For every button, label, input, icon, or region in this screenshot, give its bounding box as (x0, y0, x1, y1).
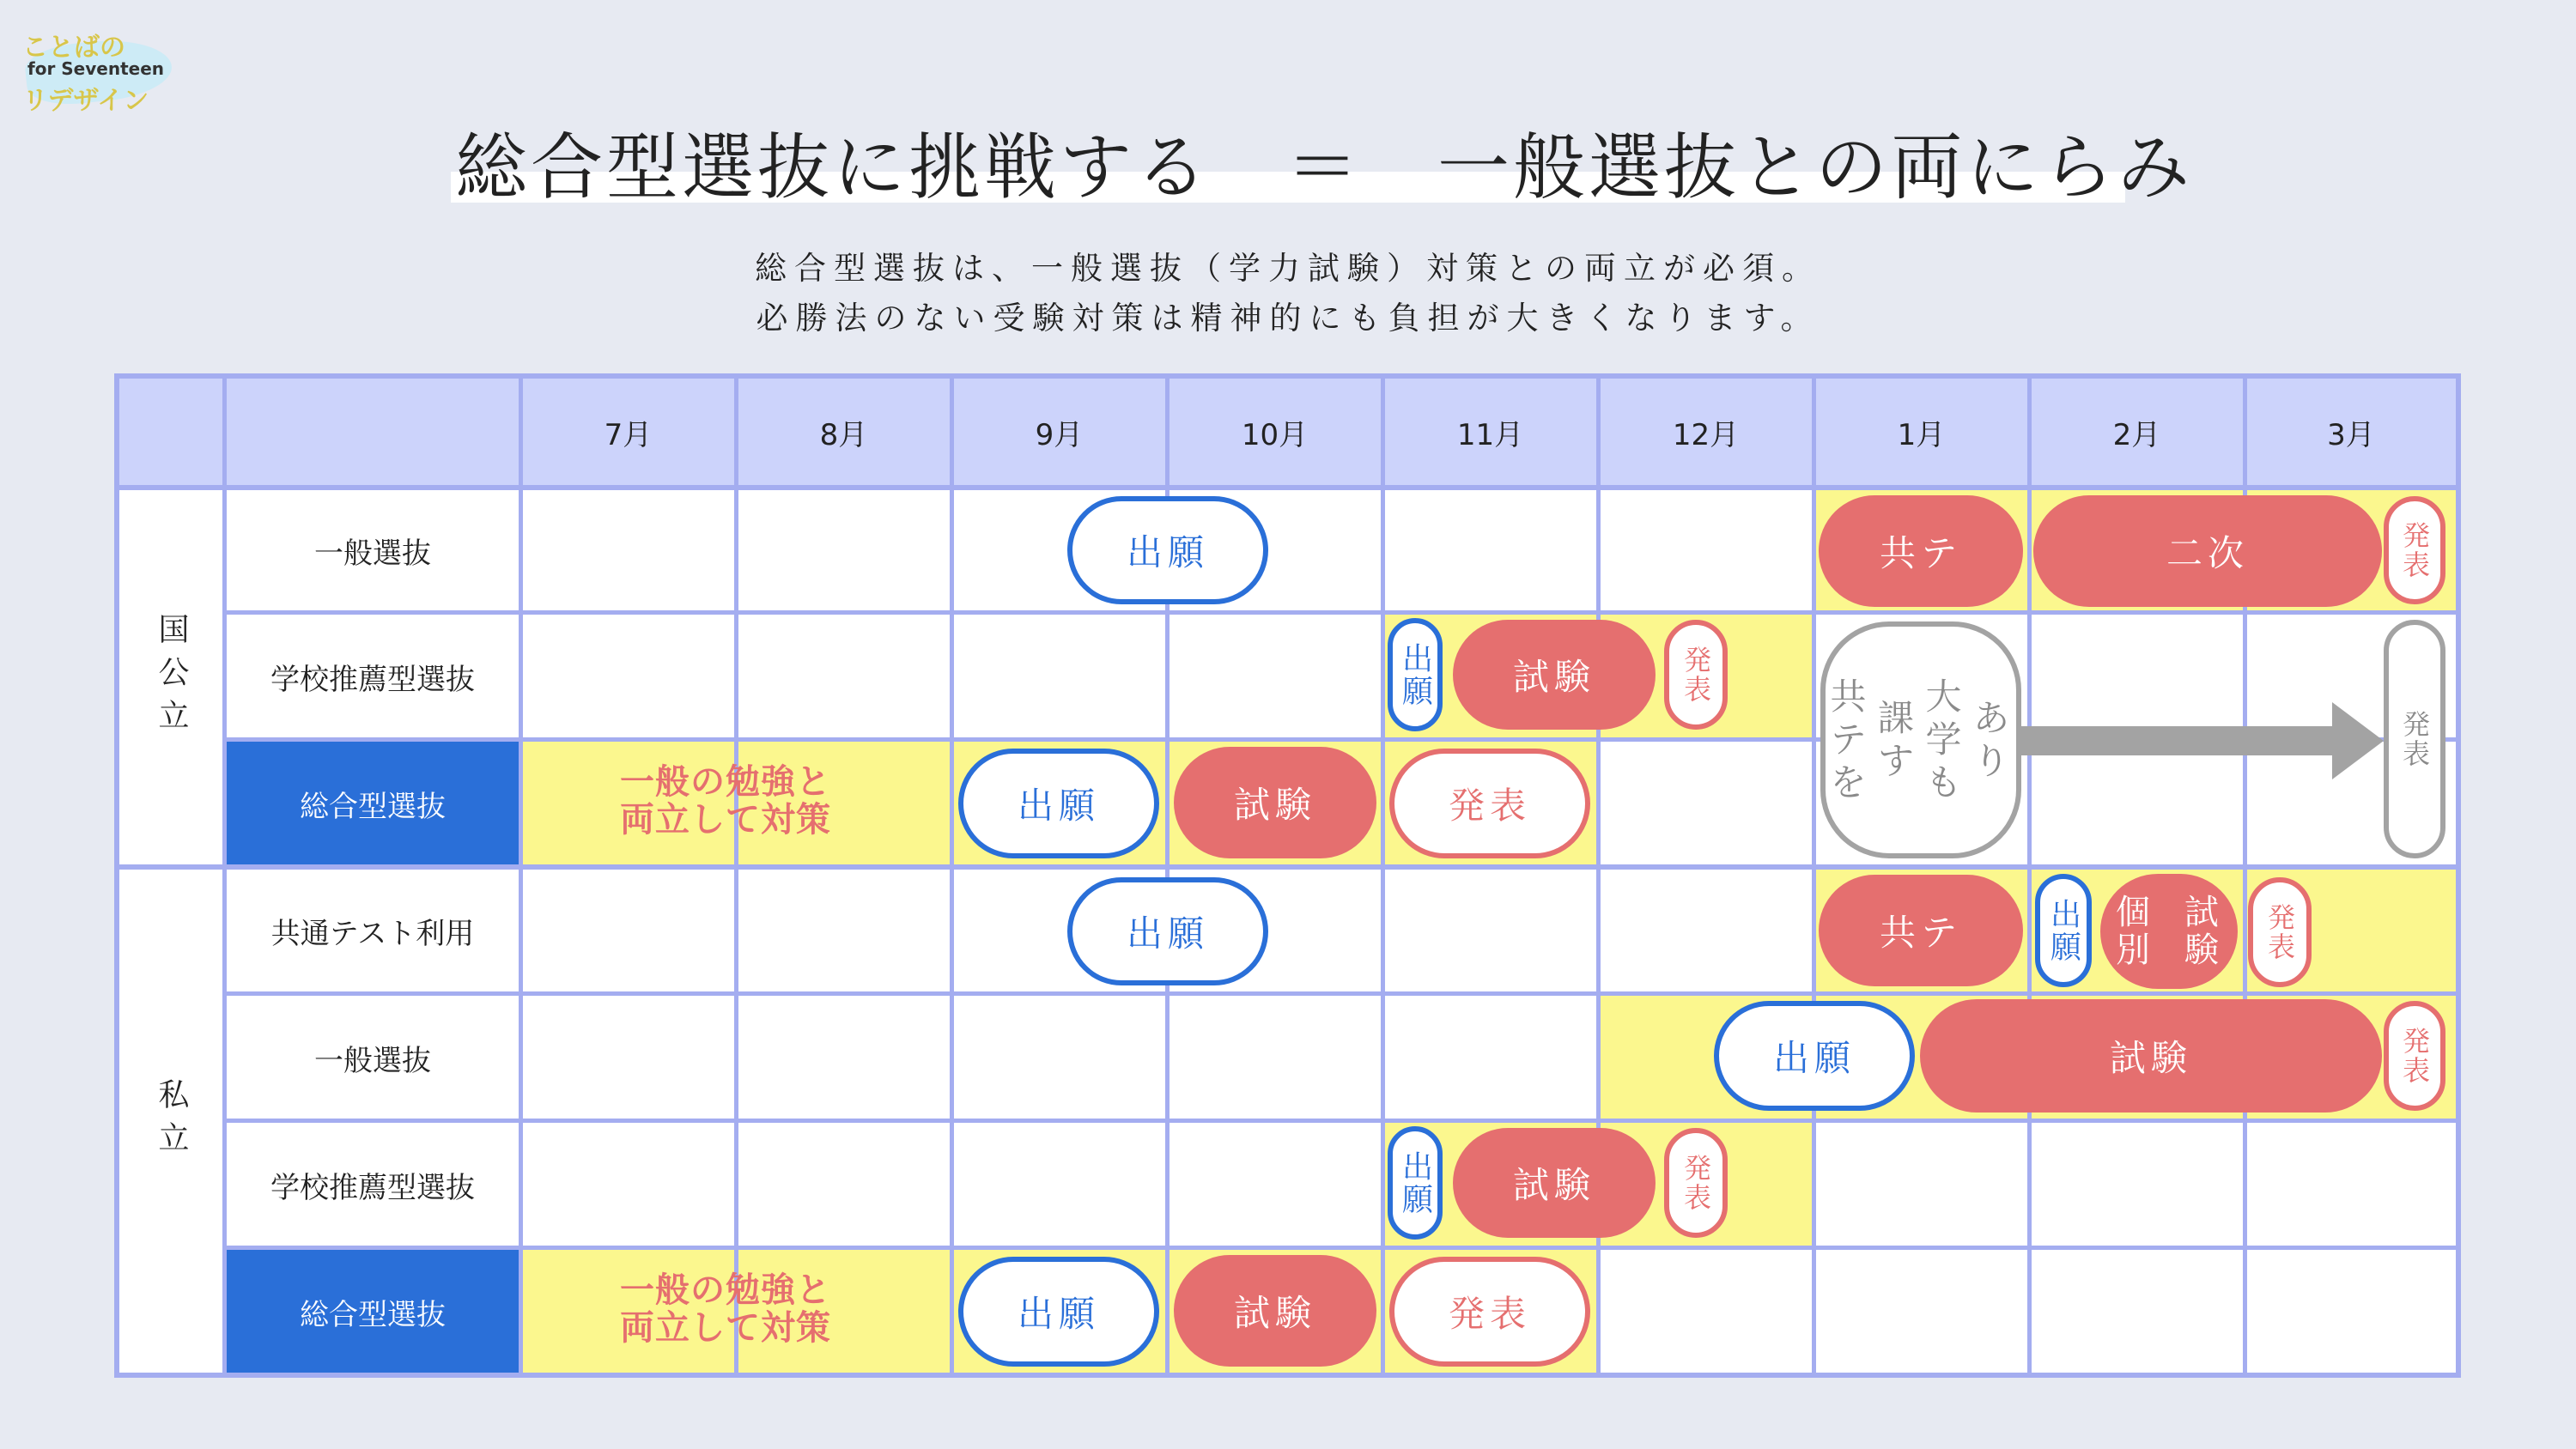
grid-h (222, 1119, 2461, 1123)
logo-line3: リデザイン (22, 86, 149, 116)
row-label-kokko-ippan: 一般選抜 (225, 488, 520, 613)
pill-shiritsu-kyotsu-result: 発表 (2248, 877, 2312, 987)
pill-shiritsu-kyotsu-apply: 出願 (1067, 877, 1268, 985)
header-month-9: 9月 (951, 376, 1167, 488)
subtitle-line1: 総合型選抜は、一般選抜（学力試験）対策との両立が必須。 (755, 250, 1821, 287)
header-month-10: 10月 (1167, 376, 1382, 488)
header-row-label (225, 376, 520, 488)
pill-shiritsu-ippan-result: 発表 (2384, 1001, 2445, 1111)
logo (17, 26, 172, 116)
row-label-shiritsu-ippan: 一般選抜 (225, 994, 520, 1121)
group-label-shiritsu (117, 867, 225, 1375)
grid-v (222, 374, 227, 1377)
grid-h (114, 373, 2461, 379)
pill-kokko-kyote-result: 発表 (2384, 620, 2445, 858)
grid-v (519, 374, 523, 1377)
pill-kokko-sogo-exam: 試験 (1174, 747, 1376, 858)
pill-kokko-ippan-apply: 出願 (1067, 496, 1268, 604)
row-label-shiritsu-sogo: 総合型選抜 (225, 1248, 520, 1375)
pill-shiritsu-suisen-apply: 出願 (1388, 1126, 1443, 1240)
row-label-kokko-sogo: 総合型選抜 (225, 740, 520, 867)
header-month-11: 11月 (1382, 376, 1598, 488)
logo-line1: ことばの (22, 33, 125, 63)
pill-shiritsu-sogo-apply: 出願 (958, 1257, 1159, 1367)
study-note-line2: 両立して対策 (620, 1308, 831, 1348)
row-label-kokko-suisen: 学校推薦型選抜 (225, 613, 520, 740)
pill-shiritsu-ippan-apply: 出願 (1714, 1001, 1915, 1111)
grid-v (950, 374, 954, 1377)
logo-line2: for Seventeen (27, 58, 165, 79)
subtitle-line2: 必勝法のない受験対策は精神的にも負担が大きくなります。 (756, 300, 1820, 336)
grid-h (222, 1246, 2461, 1250)
grid-v (2456, 374, 2461, 1377)
group-label-text: 私立 (154, 1078, 189, 1164)
pill-kokko-sogo-apply: 出願 (958, 749, 1159, 858)
page-title: 総合型選抜に挑戦する ＝ 一般選抜との両にらみ (455, 125, 2194, 209)
header-month-3: 3月 (2245, 376, 2458, 488)
pill-shiritsu-kyotsu-kyote: 共テ (1819, 875, 2023, 986)
pill-shiritsu-kyotsu-kobetsu: 個別 試験 (2100, 874, 2238, 989)
group-label-text: 国公立 (154, 613, 189, 742)
row-label-shiritsu-kyotsu: 共通テスト利用 (225, 867, 520, 994)
grid-h (222, 991, 2461, 996)
header-month-1: 1月 (1814, 376, 2029, 488)
grid-h (114, 864, 2461, 870)
grid-v (1812, 374, 1816, 1377)
grid-h (114, 485, 2461, 490)
grid-v (114, 374, 119, 1377)
pill-kokko-ippan-niji: 二次 (2033, 495, 2382, 607)
study-note-line1: 一般の勉強と (620, 762, 831, 802)
pill-shiritsu-sogo-result: 発表 (1389, 1257, 1590, 1367)
pill-shiritsu-ippan-exam: 試験 (1920, 999, 2382, 1113)
header-month-2: 2月 (2029, 376, 2245, 488)
grid-h (222, 610, 2461, 615)
pill-kokko-ippan-kyote: 共テ (1819, 495, 2023, 607)
grid-v (734, 374, 738, 1377)
grid-h (114, 1373, 2461, 1378)
pill-kokko-suisen-exam: 試験 (1453, 620, 1656, 730)
study-note-line1: 一般の勉強と (620, 1270, 831, 1310)
study-note (620, 1271, 831, 1347)
pill-shiritsu-suisen-result: 発表 (1664, 1128, 1728, 1238)
header-month-8: 8月 (736, 376, 951, 488)
grid-v (1381, 374, 1385, 1377)
study-note-line2: 両立して対策 (620, 800, 831, 840)
pill-kyote-note: 共テを 課す 大学も あり (1820, 621, 2021, 858)
pill-shiritsu-kyotsu-apply2: 出願 (2035, 874, 2092, 987)
pill-shiritsu-sogo-exam: 試験 (1174, 1255, 1376, 1367)
header-month-12: 12月 (1598, 376, 1814, 488)
pill-kokko-ippan-result: 発表 (2384, 496, 2445, 604)
pill-kokko-sogo-result: 発表 (1389, 749, 1590, 858)
pill-kokko-suisen-result: 発表 (1664, 620, 1728, 730)
group-label-kokkoritsu (117, 488, 225, 867)
study-note (620, 763, 831, 839)
pill-kokko-suisen-apply: 出願 (1388, 618, 1443, 731)
arrow-right-icon (2021, 702, 2384, 779)
header-corner (117, 376, 225, 488)
row-label-shiritsu-suisen: 学校推薦型選抜 (225, 1121, 520, 1248)
header-month-7: 7月 (520, 376, 736, 488)
pill-shiritsu-suisen-exam: 試験 (1453, 1128, 1656, 1238)
grid-v (2027, 374, 2032, 1377)
